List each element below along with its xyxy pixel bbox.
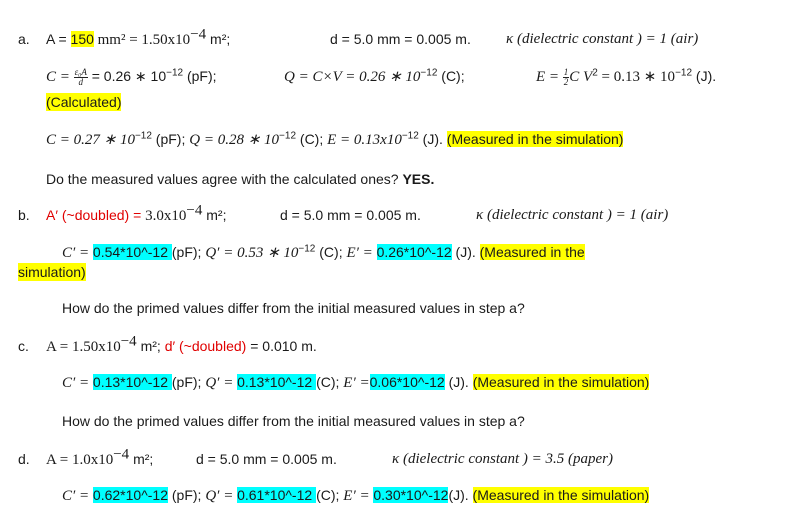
part-a-calc-capacitance: C = $\frac{\text{ε₀A}}{d}$ = 0.26 ∗ $10^{-12}$ (pF); xyxy=(46,66,217,87)
measured-label-continued: simulation) xyxy=(18,264,86,280)
part-a-calc-energy: E = $\frac{1}{2}$ C $V^2 = 0.13$ ∗ $10^{-12}$ (J). xyxy=(536,66,717,87)
cyan-highlight-charge: 0.13*10^-12 xyxy=(237,374,317,390)
measured-label: (Measured in the simulation) xyxy=(472,487,650,503)
part-c-area: $A = 1.50x10^{-4}$ m²; d′ (~doubled) = 0.010 m. xyxy=(46,333,317,355)
part-a-dielectric: κ (dielectric constant ) = 1 (air) xyxy=(506,31,699,47)
part-a-area: A = 150 $mm^2 = 1.50x10^{-4}$ m²; xyxy=(46,26,231,48)
calculated-label: (Calculated) xyxy=(46,94,122,110)
part-b-measured-values: C′ = 0.54*10^-12 (pF); Q′ = 0.53 ∗ $10^{-12}$ (C); E′ = 0.26*10^-12 (J). (Measured in the xyxy=(62,243,585,261)
part-d-marker: d. xyxy=(18,451,30,467)
part-c-marker: c. xyxy=(18,338,29,354)
part-b-area: A′ (~doubled) = $3.0x10^{-4}$ m²; xyxy=(46,202,227,224)
part-a-measured-values: C = 0.27 ∗ $10^{-12}$ (pF); Q = 0.28 ∗ $10^{-12}$ (C); $E = 0.13x10^{-12}$ (J). (Measured in the simulation) xyxy=(46,130,624,148)
part-a-question: Do the measured values agree with the calculated ones? YES. xyxy=(46,171,435,187)
part-a-marker: a. xyxy=(18,31,30,47)
distance-doubled: d′ (~doubled) xyxy=(164,338,247,354)
cyan-highlight-capacitance: 0.54*10^-12 xyxy=(92,244,172,260)
part-b-question: How do the primed values differ from the initial measured values in step a? xyxy=(62,300,525,316)
part-b-distance: d = 5.0 mm = 0.005 m. xyxy=(280,207,421,223)
measured-label: (Measured in the xyxy=(479,244,585,260)
part-b-dielectric: κ (dielectric constant ) = 1 (air) xyxy=(476,207,669,223)
cyan-highlight-charge: 0.61*10^-12 xyxy=(237,487,317,503)
fraction-one-half: $\frac{1}{2}$ xyxy=(563,66,569,87)
cyan-highlight-capacitance: 0.62*10^-12 xyxy=(92,487,168,503)
part-a-calc-charge: Q = C×V = 0.26 ∗ $10^{-12}$ (C); xyxy=(284,67,465,85)
part-d-dielectric: κ (dielectric constant ) = 3.5 (paper) xyxy=(392,451,614,467)
cyan-highlight-capacitance: 0.13*10^-12 xyxy=(92,374,172,390)
cyan-highlight-energy: 0.26*10^-12 xyxy=(376,244,452,260)
answer-yes: YES. xyxy=(402,171,435,187)
cyan-highlight-energy: 0.30*10^-12 xyxy=(373,487,449,503)
part-d-distance: d = 5.0 mm = 0.005 m. xyxy=(196,451,337,467)
cyan-highlight-energy: 0.06*10^-12 xyxy=(369,374,445,390)
fraction-eps-a-over-d: $\frac{\text{ε₀A}}{d}$ xyxy=(74,66,87,87)
measured-label: (Measured in the simulation) xyxy=(472,374,650,390)
area-value-highlight: 150 xyxy=(70,31,94,47)
part-d-area: $A = 1.0x10^{-4}$ m²; xyxy=(46,446,154,468)
part-a-distance: d = 5.0 mm = 0.005 m. xyxy=(330,31,471,47)
measured-label: (Measured in the simulation) xyxy=(446,131,624,147)
part-c-question: How do the primed values differ from the initial measured values in step a? xyxy=(62,413,525,429)
part-b-marker: b. xyxy=(18,207,30,223)
part-c-measured-values: C′ = 0.13*10^-12 (pF); Q′ = 0.13*10^-12 (C); E′ =0.06*10^-12 (J). (Measured in the simulation) xyxy=(62,374,650,391)
part-d-measured-values: C′ = 0.62*10^-12 (pF); Q′ = 0.61*10^-12 (C); E′ = 0.30*10^-12(J). (Measured in the simulation) xyxy=(62,487,650,504)
